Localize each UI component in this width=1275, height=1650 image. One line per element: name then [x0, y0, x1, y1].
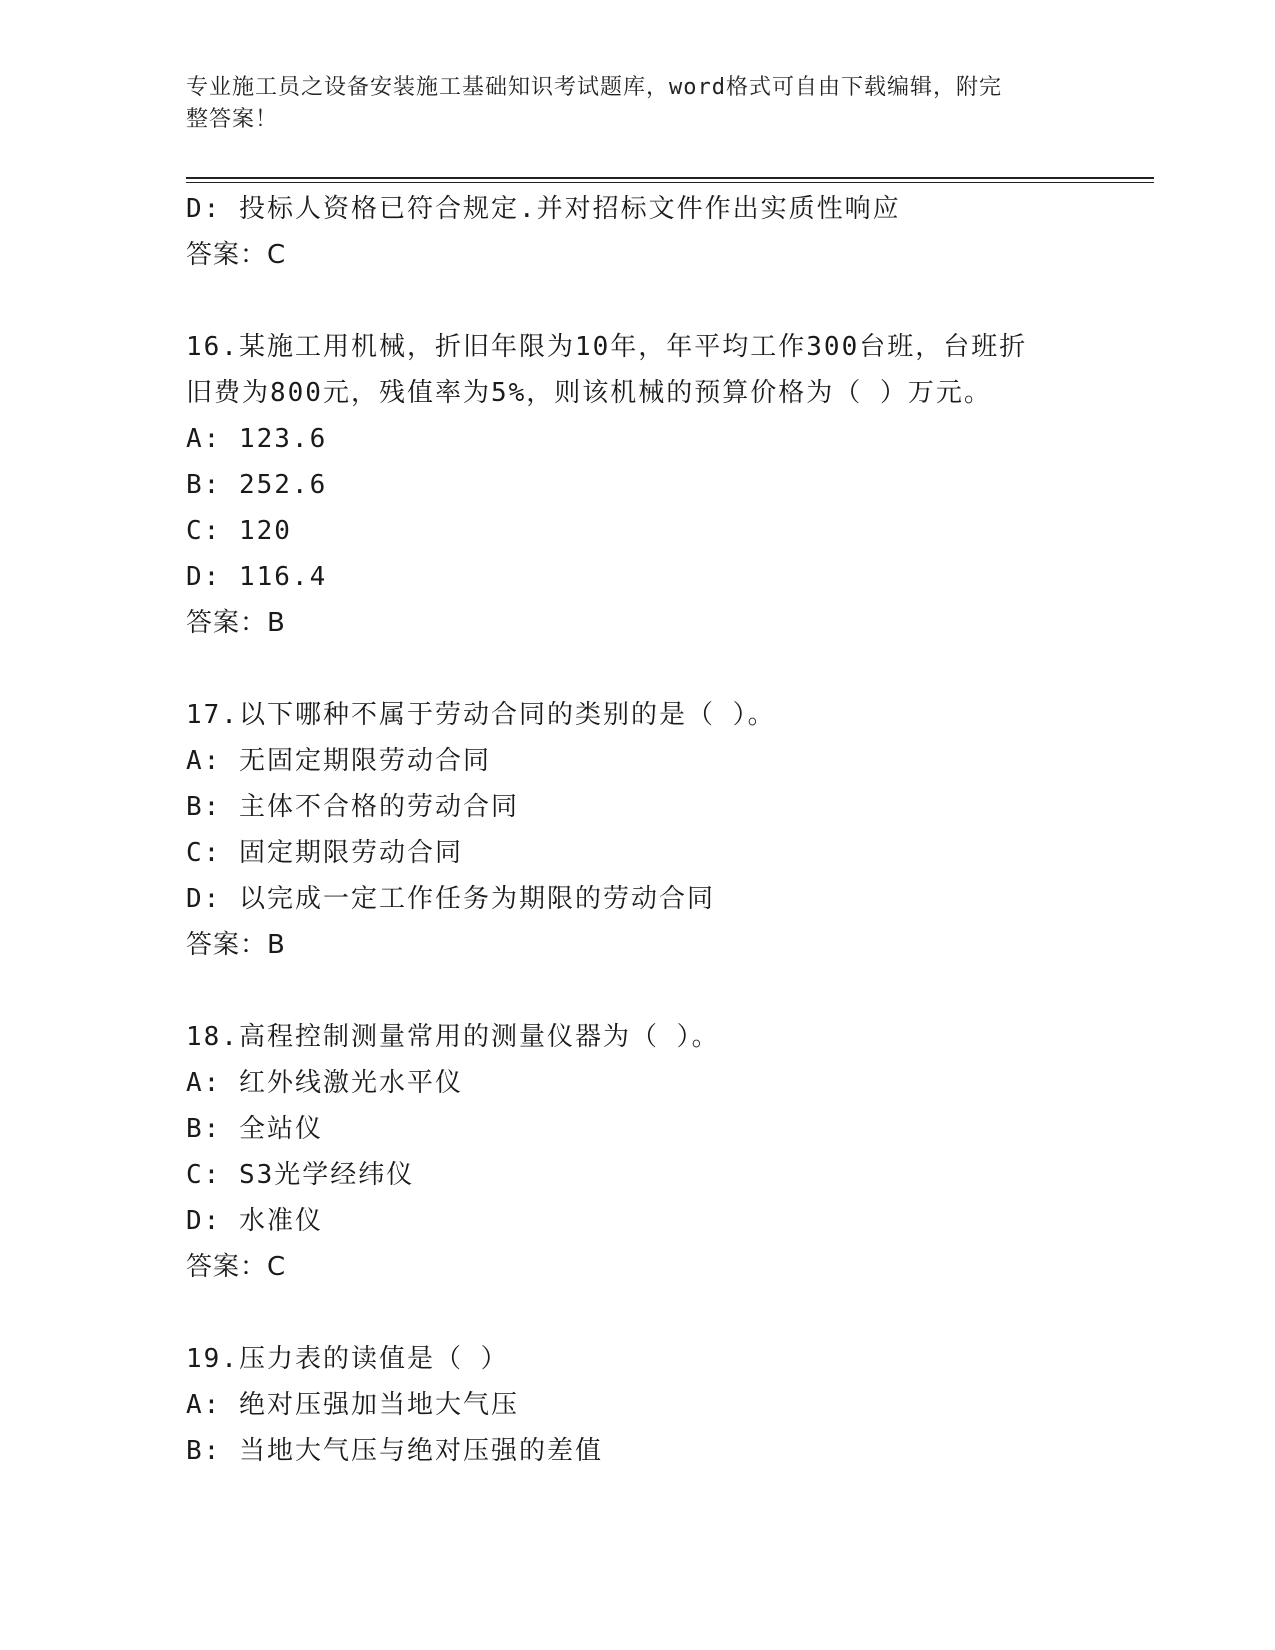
- option-a: A: 123.6: [186, 424, 328, 454]
- question-list: [186, 186, 1086, 1474]
- option-d: D: 水准仪: [186, 1206, 323, 1236]
- option-a: A: 红外线激光水平仪: [186, 1068, 463, 1098]
- option-b: B: 252.6: [186, 470, 328, 500]
- answer: 答案：B: [186, 930, 286, 960]
- question-stem: 17.以下哪种不属于劳动合同的类别的是（ ）。: [186, 700, 776, 730]
- question-stem: 18.高程控制测量常用的测量仪器为（ ）。: [186, 1022, 720, 1052]
- question-stem-continued: 旧费为800元，残值率为5%，则该机械的预算价格为（ ）万元。: [186, 378, 992, 408]
- option-d: D: 116.4: [186, 562, 328, 592]
- option-c: C: 固定期限劳动合同: [186, 838, 463, 868]
- option-b: B: 当地大气压与绝对压强的差值: [186, 1436, 603, 1466]
- prev-question-answer: 答案：C: [186, 240, 287, 270]
- spacer: [186, 968, 1086, 1014]
- question-18: [186, 1014, 1086, 1290]
- document-header: [186, 72, 1066, 136]
- option-a: A: 绝对压强加当地大气压: [186, 1390, 519, 1420]
- option-b: B: 主体不合格的劳动合同: [186, 792, 519, 822]
- header-line-2: 整答案！: [186, 107, 279, 132]
- answer: 答案：C: [186, 1252, 287, 1282]
- header-line-1: 专业施工员之设备安装施工基础知识考试题库，word格式可自由下载编辑，附完: [186, 75, 1002, 100]
- header-divider-thick: [186, 177, 1154, 179]
- spacer: [186, 1290, 1086, 1336]
- question-16: [186, 324, 1086, 646]
- question-17: [186, 692, 1086, 968]
- question-19: [186, 1336, 1086, 1474]
- header-divider-thin: [186, 182, 1154, 183]
- spacer: [186, 278, 1086, 324]
- option-d: D: 以完成一定工作任务为期限的劳动合同: [186, 884, 715, 914]
- option-c: C: 120: [186, 516, 292, 546]
- option-a: A: 无固定期限劳动合同: [186, 746, 491, 776]
- answer: 答案：B: [186, 608, 286, 638]
- question-stem: 19.压力表的读值是（ ）: [186, 1344, 509, 1374]
- question-stem: 16.某施工用机械，折旧年限为10年，年平均工作300台班，台班折: [186, 332, 1028, 362]
- prev-question-option-d: D: 投标人资格已符合规定.并对招标文件作出实质性响应: [186, 194, 901, 224]
- spacer: [186, 646, 1086, 692]
- option-c: C: S3光学经纬仪: [186, 1160, 415, 1190]
- option-b: B: 全站仪: [186, 1114, 323, 1144]
